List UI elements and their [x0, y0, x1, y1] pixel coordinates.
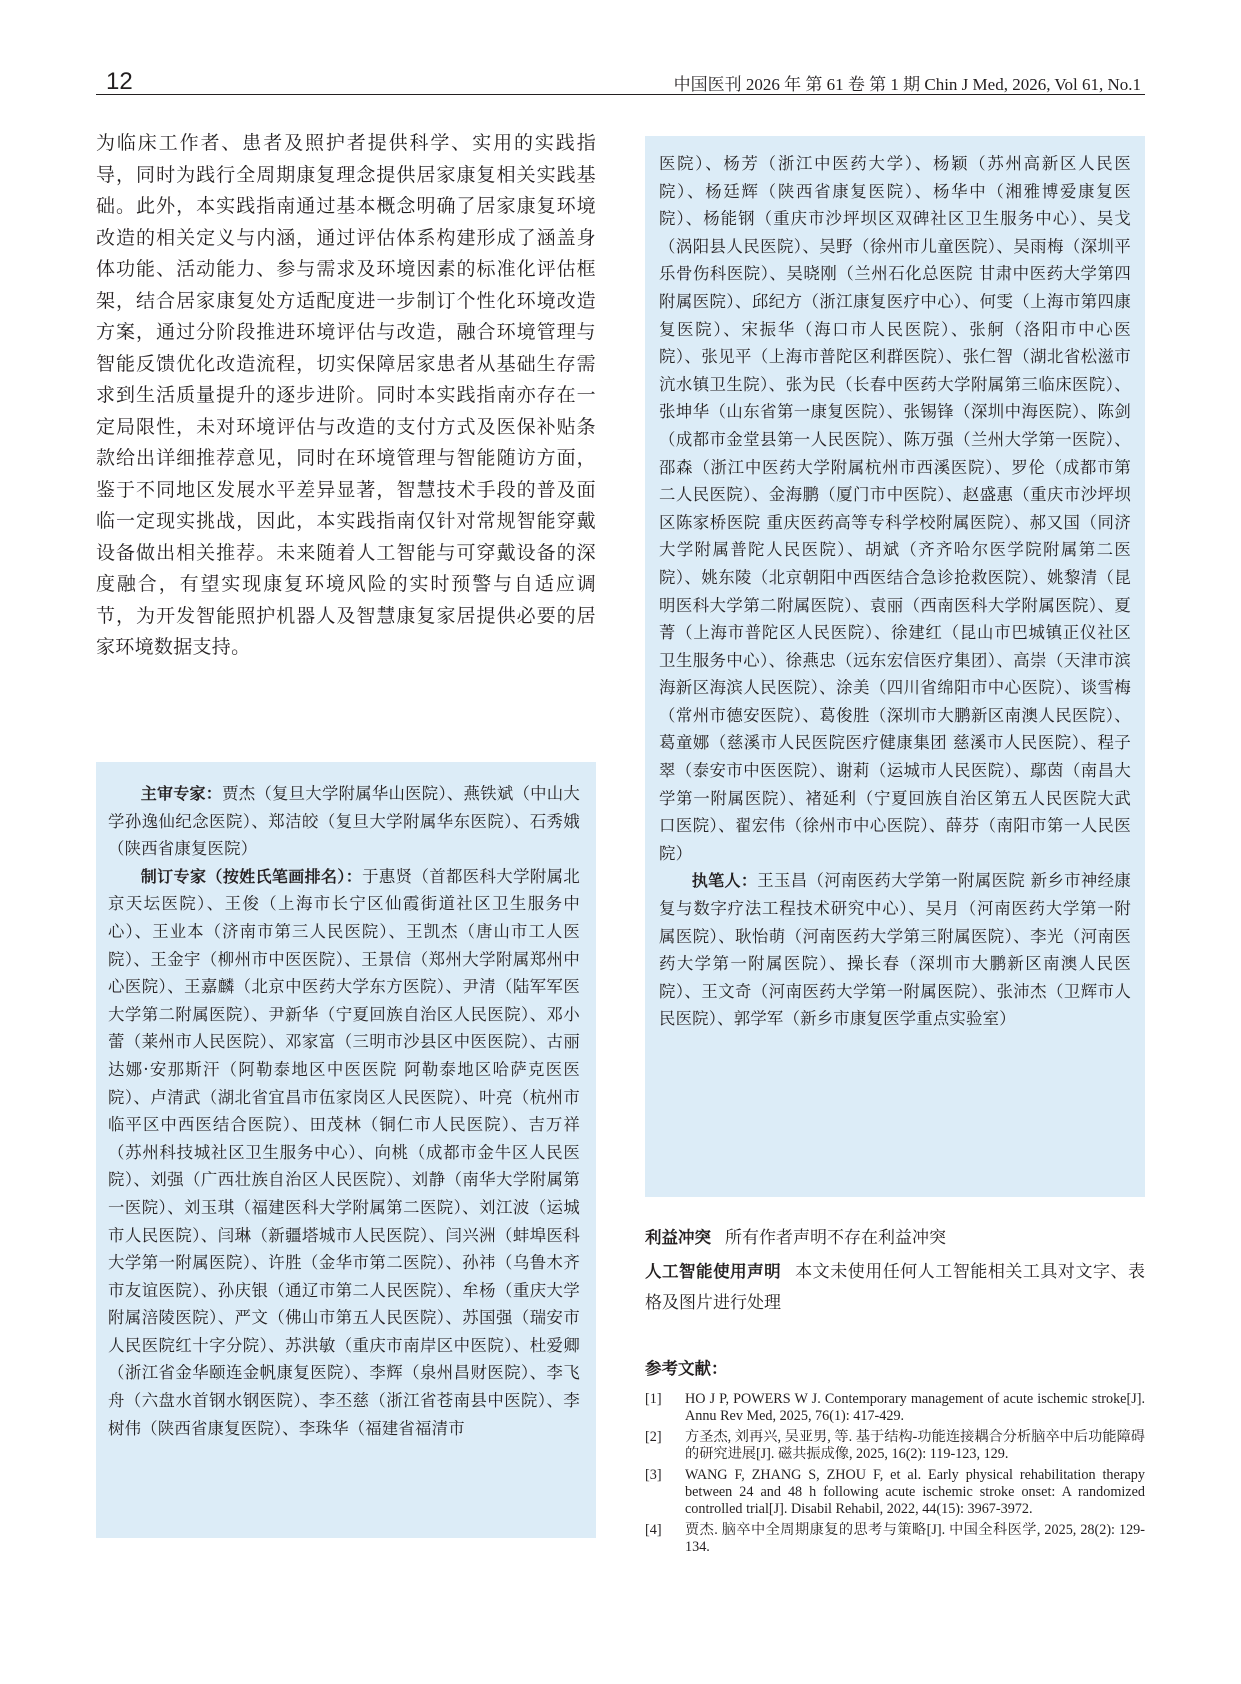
reference-number: [1] — [645, 1391, 662, 1407]
drafting-experts-continued — [659, 150, 1131, 867]
reference-text: 贾杰. 脑卒中全周期康复的思考与策略[J]. 中国全科医学, 2025, 28(2): 129-134. — [685, 1521, 1145, 1556]
writers-label: 执笔人： — [691, 871, 758, 891]
drafting-experts-label: 制订专家（按姓氏笔画排名）： — [140, 866, 363, 886]
ai-label: 人工智能使用声明 — [645, 1262, 782, 1281]
chief-reviewers-label: 主审专家： — [140, 784, 223, 803]
reference-number: [2] — [645, 1428, 662, 1445]
page-number: 12 — [106, 68, 133, 95]
conflict-text: 所有作者声明不存在利益冲突 — [725, 1228, 946, 1248]
drafting-experts-paragraph — [108, 863, 580, 1442]
chief-reviewers-paragraph — [108, 780, 580, 863]
reference-number: [3] — [645, 1466, 662, 1483]
reference-item — [645, 1522, 1145, 1557]
left-column — [96, 128, 596, 664]
reference-item — [645, 1391, 1145, 1426]
header-rule — [96, 94, 1145, 95]
running-header: 中国医刊 2026 年 第 61 卷 第 1 期 Chin J Med, 2026, Vol 61, No.1 — [673, 75, 1141, 94]
reference-text: 方圣杰, 刘再兴, 吴亚男, 等. 基于结构-功能连接耦合分析脑卒中后功能障碍的研究进展[J]. 磁共振成像, 2025, 16(2): 119-123, 129. — [685, 1428, 1145, 1463]
writers-paragraph — [659, 867, 1131, 1033]
reference-text: HO J P, POWERS W J. Contemporary management of acute ischemic stroke[J]. Annu Rev Med, 2025, 76(1): 417-429. — [685, 1391, 1145, 1425]
ai-use-statement — [645, 1256, 1145, 1319]
references-section — [645, 1355, 1145, 1560]
body-paragraph: 为临床工作者、患者及照护者提供科学、实用的实践指导，同时为践行全周期康复理念提供居家康复相关实践基础。此外，本实践指南通过基本概念明确了居家康复环境改造的相关定义与内涵，通过评估体系构建形成了涵盖身体功能、活动能力、参与需求及环境因素的标准化评估框架，结合居家康复处方适配度进一步制订个性化环境改造方案，通过分阶段推进环境评估与改造，融合环境管理与智能反馈优化改造流程，切实保障居家患者从基础生存需求到生活质量提升的逐步进阶。同时本实践指南亦存在一定局限性，未对环境评估与改造的支付方式及医保补贴条款给出详细推荐意见，同时在环境管理与智能随访方面，鉴于不同地区发展水平差异显著，智慧技术手段的普及面临一定现实挑战，因此，本实践指南仅针对常规智能穿戴设备做出相关推荐。未来随着人工智能与可穿戴设备的深度融合，有望实现康复环境风险的实时预警与自适应调节，为开发智能照护机器人及智慧康复家居提供必要的居家环境数据支持。 — [96, 132, 596, 658]
drafting-experts-list-part1: 于惠贤（首都医科大学附属北京天坛医院）、王俊（上海市长宁区仙霞街道社区卫生服务中心）、王业本（济南市第三人民医院）、王凯杰（唐山市工人医院）、王金宇（柳州市中医医院）、王景信（郑州大学附属郑州中心医院）、王嘉麟（北京中医药大学东方医院）、尹清（陆军军医大学第二附属医院）、尹新华（宁夏回族自治区人民医院）、邓小蕾（莱州市人民医院）、邓家富（三明市沙县区中医医院）、古丽达娜·安那斯汗（阿勒泰地区中医医院 阿勒泰地区哈萨克医医院）、卢清武（湖北省宜昌市伍家岗区人民医院）、叶亮（杭州市临平区中西医结合医院）、田茂林（铜仁市人民医院）、吉万祥（苏州科技城社区卫生服务中心）、向桃（成都市金牛区人民医院）、刘强（广西壮族自治区人民医院）、刘静（南华大学附属第一医院）、刘玉琪（福建医科大学附属第二医院）、刘江波（运城市人民医院）、闫琳（新疆塔城市人民医院）、闫兴洲（蚌埠医科大学第一附属医院）、许胜（金华市第二医院）、孙祎（乌鲁木齐市友谊医院）、孙庆银（通辽市第二人民医院）、牟杨（重庆大学附属涪陵医院）、严文（佛山市第五人民医院）、苏国强（瑞安市人民医院红十字分院）、苏洪敏（重庆市南岸区中医院）、杜爱卿（浙江省金华颐连金帆康复医院）、李辉（泉州昌财医院）、李飞舟（六盘水首钢水钢医院）、李丕慈（浙江省苍南县中医院）、李树伟（陕西省康复医院）、李珠华（福建省福清市 — [108, 866, 580, 1438]
references-heading: 参考文献： — [645, 1359, 728, 1378]
chief-reviewers-list: 贾杰（复旦大学附属华山医院）、燕铁斌（中山大学孙逸仙纪念医院）、郑洁皎（复旦大学附属华东医院）、石秀娥（陕西省康复医院） — [108, 784, 580, 859]
drafting-experts-list-part2: 医院）、杨芳（浙江中医药大学）、杨颖（苏州高新区人民医院）、杨廷辉（陕西省康复医院）、杨华中（湘雅博爱康复医院）、杨能钢（重庆市沙坪坝区双碑社区卫生服务中心）、吴戈（涡阳县人民医院）、吴野（徐州市儿童医院）、吴雨梅（深圳平乐骨伤科医院）、吴晓刚（兰州石化总医院 甘肃中医药大学第四附属医院）、邱纪方（浙江康复医疗中心）、何雯（上海市第四康复医院）、宋振华（海口市人民医院）、张舸（洛阳市中心医院）、张见平（上海市普陀区利群医院）、张仁智（湖北省松滋市沆水镇卫生院）、张为民（长春中医药大学附属第三临床医院）、张坤华（山东省第一康复医院）、张锡锋（深圳中海医院）、陈剑（成都市金堂县第一人民医院）、陈万强（兰州大学第一医院）、邵森（浙江中医药大学附属杭州市西溪医院）、罗伦（成都市第二人民医院）、金海鹏（厦门市中医院）、赵盛惠（重庆市沙坪坝区陈家桥医院 重庆医药高等专科学校附属医院）、郝又国（同济大学附属普陀人民医院）、胡斌（齐齐哈尔医学院附属第二医院）、姚东陵（北京朝阳中西医结合急诊抢救医院）、姚黎清（昆明医科大学第二附属医院）、袁丽（西南医科大学附属医院）、夏菁（上海市普陀区人民医院）、徐建红（昆山市巴城镇正仪社区卫生服务中心）、徐燕忠（远东宏信医疗集团）、高崇（天津市滨海新区海滨人民医院）、涂美（四川省绵阳市中心医院）、谈雪梅（常州市德安医院）、葛俊胜（深圳市大鹏新区南澳人民医院）、葛童娜（慈溪市人民医院医疗健康集团 慈溪市人民医院）、程子翠（泰安市中医医院）、谢莉（运城市人民医院）、鄢茵（南昌大学第一附属医院）、褚延利（宁夏回族自治区第五人民医院大武口医院）、翟宏伟（徐州市中心医院）、薛芬（南阳市第一人民医院） — [659, 154, 1131, 863]
reference-item — [645, 1467, 1145, 1519]
ai-text: 本文未使用任何人工智能相关工具对文字、表格及图片进行处理 — [645, 1262, 1146, 1313]
conflict-label: 利益冲突 — [645, 1228, 711, 1247]
writers-list: 王玉昌（河南医药大学第一附属医院 新乡市神经康复与数字疗法工程技术研究中心）、吴月（河南医药大学第一附属医院）、耿怡萌（河南医药大学第三附属医院）、李光（河南医药大学第一附属医院）、操长春（深圳市大鹏新区南澳人民医院）、王文奇（河南医药大学第一附属医院）、张沛杰（卫辉市人民医院）、郭学军（新乡市康复医学重点实验室） — [659, 871, 1131, 1029]
reference-number: [4] — [645, 1521, 662, 1538]
reference-item — [645, 1429, 1145, 1464]
reference-text: WANG F, ZHANG S, ZHOU F, et al. Early physical rehabilitation therapy between 24 and 48 h following acute ischemic stroke onset: A randomized controlled trial[J]. Disabil Rehabil, 2022, 44(15): 3967-3972. — [685, 1466, 1145, 1518]
expert-panel-box-left — [96, 762, 596, 1538]
declarations — [645, 1222, 1145, 1321]
conflict-of-interest — [645, 1222, 1145, 1254]
expert-panel-box-right — [645, 136, 1145, 1197]
